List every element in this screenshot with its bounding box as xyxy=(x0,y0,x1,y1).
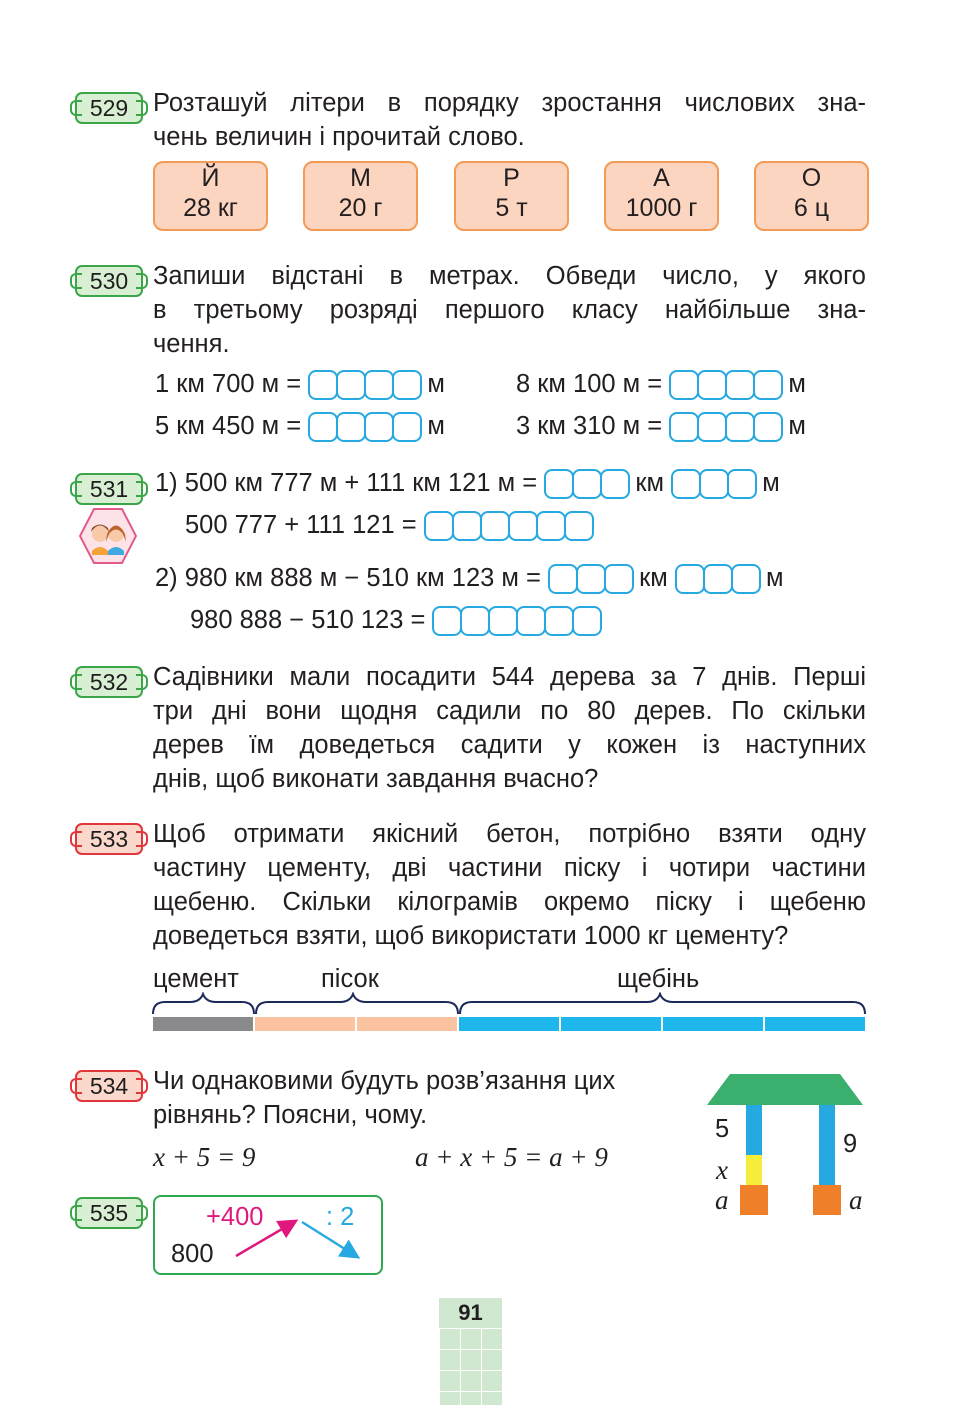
bar-segment-gravel xyxy=(765,1017,865,1031)
answer-cells-m[interactable] xyxy=(671,469,755,499)
problem-number-535: 535 xyxy=(75,1197,143,1229)
answer-cells[interactable] xyxy=(669,370,781,400)
expression: 500 777 + 111 121 = xyxy=(185,511,417,539)
figure-label-a-left: a xyxy=(715,1185,729,1215)
bar-segment-gravel xyxy=(663,1017,763,1031)
conversion-expression: 8 км 100 м = xyxy=(516,370,663,398)
card-letter: О xyxy=(801,164,822,192)
answer-cells-m[interactable] xyxy=(675,564,759,594)
problem-529-text-line1: Розташуй літери в порядку зростання числових зна- xyxy=(153,89,866,117)
problem-532-text-line3: дерев їм доведеться садити у кожен із наступних xyxy=(153,731,866,759)
equation-1-text: x + 5 = 9 xyxy=(153,1142,256,1172)
problem-531-line4 xyxy=(190,604,600,636)
conversion-item xyxy=(516,410,806,442)
segment-braces xyxy=(150,992,868,1016)
problem-532-text-line2: три дні вони щодня садили по 80 дерев. По скільки xyxy=(153,697,866,725)
card-letter: М xyxy=(350,164,371,192)
unit-label: км xyxy=(639,564,668,592)
problem-531-line1 xyxy=(155,467,780,499)
letter-card xyxy=(604,161,719,231)
problem-534-text-line2: рівнянь? Поясни, чому. xyxy=(153,1101,428,1129)
problem-532-text-line1: Садівники мали посадити 544 дерева за 7 днів. Перші xyxy=(153,663,866,691)
bar-segment-gravel xyxy=(459,1017,559,1031)
bar-segment-sand xyxy=(255,1017,355,1031)
chain-arrows xyxy=(230,1212,370,1262)
card-letter: Р xyxy=(503,164,520,192)
card-value: 1000 г xyxy=(625,194,698,222)
problem-number-533: 533 xyxy=(75,823,143,855)
card-letter: Й xyxy=(201,164,220,192)
problem-530-text-line3: чення. xyxy=(153,330,230,358)
answer-cells[interactable] xyxy=(308,412,420,442)
answer-cells[interactable] xyxy=(424,511,592,541)
answer-cells[interactable] xyxy=(308,370,420,400)
letter-card xyxy=(454,161,569,231)
answer-cells-km[interactable] xyxy=(548,564,632,594)
problem-number-534: 534 xyxy=(75,1070,143,1102)
problem-number-530: 530 xyxy=(75,265,143,297)
problem-533-text-line4: доведеться взяти, щоб використати 1000 кг цементу? xyxy=(153,922,789,950)
figure-label-5: 5 xyxy=(715,1115,730,1143)
bar-segment-gravel xyxy=(561,1017,661,1031)
answer-cells[interactable] xyxy=(669,412,781,442)
page-number: 91 xyxy=(439,1298,502,1328)
bar-segment-cement xyxy=(153,1017,253,1031)
unit-label: м xyxy=(788,412,806,440)
problem-533-text-line2: частину цементу, дві частини піску і чотири частини xyxy=(153,854,866,882)
card-value: 20 г xyxy=(338,194,383,222)
page-number-tab xyxy=(439,1298,502,1405)
letter-card xyxy=(754,161,869,231)
expression: 1) 500 км 777 м + 111 км 121 м = xyxy=(155,469,538,497)
card-value: 28 кг xyxy=(183,194,238,222)
label-cement: цемент xyxy=(153,965,239,993)
unit-label: м xyxy=(427,370,445,398)
problem-529-text-line2: чень величин і прочитай слово. xyxy=(153,123,525,151)
card-value: 5 т xyxy=(495,194,528,222)
unit-label: м xyxy=(766,564,784,592)
chain-operation-2: : 2 xyxy=(326,1203,355,1231)
figure-label-x: x xyxy=(716,1155,728,1185)
problem-533-text-line3: щебеню. Скільки кілограмів окремо піску і щебеню xyxy=(153,888,866,916)
problem-number-532: 532 xyxy=(75,666,143,698)
pair-work-icon xyxy=(79,507,137,565)
letter-card xyxy=(303,161,418,231)
conversion-item xyxy=(155,410,445,442)
expression: 2) 980 км 888 м − 510 км 123 м = xyxy=(155,564,541,592)
problem-530-text-line2: в третьому розряді першого класу найбільше зна- xyxy=(153,296,866,324)
unit-label: км xyxy=(635,469,665,497)
problem-530-text-line1: Запиши відстані в метрах. Обведи число, у якого xyxy=(153,262,866,290)
equation-2 xyxy=(415,1140,608,1175)
problem-531-line3 xyxy=(155,562,784,594)
figure-label-9: 9 xyxy=(843,1130,858,1158)
equation-1 xyxy=(153,1140,255,1175)
unit-label: м xyxy=(427,412,445,440)
problem-number-529: 529 xyxy=(75,92,143,124)
problem-533-text-line1: Щоб отримати якісний бетон, потрібно взяти одну xyxy=(153,820,866,848)
conversion-item xyxy=(155,368,445,400)
chain-operation-1: +400 xyxy=(206,1203,264,1231)
conversion-item xyxy=(516,368,806,400)
letter-card xyxy=(153,161,268,231)
equation-2-text: a + x + 5 = a + 9 xyxy=(415,1142,608,1172)
conversion-expression: 1 км 700 м = xyxy=(155,370,302,398)
problem-531-line2 xyxy=(185,509,592,541)
bar-segment-sand xyxy=(357,1017,457,1031)
figure-label-a-right: a xyxy=(849,1185,863,1215)
label-sand: пісок xyxy=(321,965,379,993)
answer-cells[interactable] xyxy=(432,606,600,636)
card-value: 6 ц xyxy=(793,194,830,222)
unit-label: м xyxy=(788,370,806,398)
label-gravel: щебінь xyxy=(617,965,700,993)
conversion-expression: 3 км 310 м = xyxy=(516,412,663,440)
problem-number-531: 531 xyxy=(75,473,143,505)
chain-start-value: 800 xyxy=(171,1240,214,1268)
unit-label: м xyxy=(762,469,780,497)
expression: 980 888 − 510 123 = xyxy=(190,606,426,634)
answer-cells-km[interactable] xyxy=(544,469,628,499)
problem-534-text-line1: Чи однаковими будуть розв’язання цих xyxy=(153,1067,616,1095)
card-letter: А xyxy=(653,164,670,192)
conversion-expression: 5 км 450 м = xyxy=(155,412,302,440)
problem-532-text-line4: днів, щоб виконати завдання вчасно? xyxy=(153,765,599,793)
